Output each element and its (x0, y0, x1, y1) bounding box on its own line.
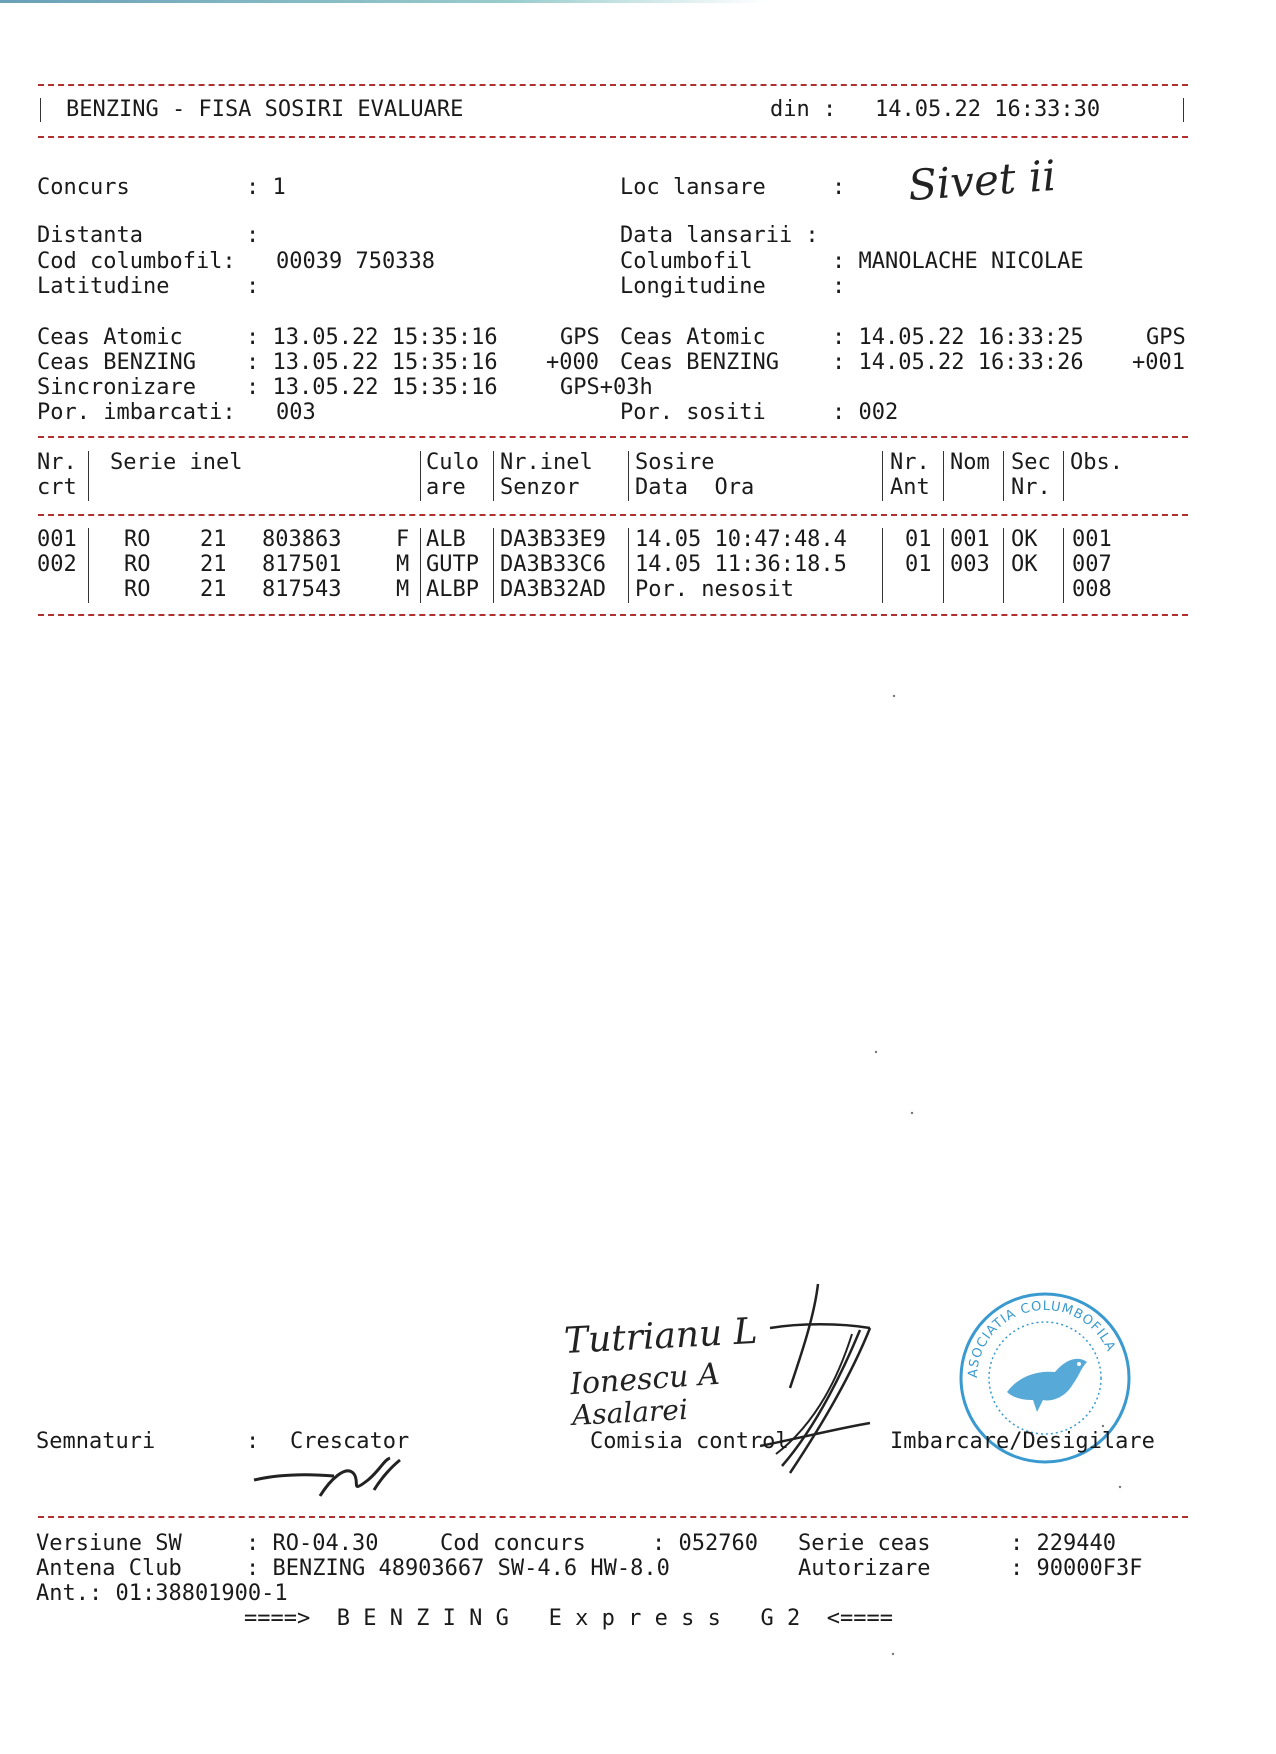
row-an: 21 (200, 552, 227, 577)
row-inel: 817501 (262, 552, 342, 577)
latitudine-colon: : (246, 274, 260, 299)
clock-left-suffix-2: GPS+03h (560, 375, 653, 400)
th-culo-2: are (426, 475, 466, 500)
concurs-label: Concurs (37, 175, 130, 200)
row-an: 21 (200, 527, 227, 552)
data-lansarii-label: Data lansarii : (620, 223, 819, 248)
row-inel: 817543 (262, 577, 342, 602)
clock-right-value-0: : 14.05.22 16:33:25 (832, 325, 1084, 350)
distanta-colon: : (246, 223, 260, 248)
clock-right-value-1: : 14.05.22 16:33:26 (832, 350, 1084, 375)
th-nrinel-2: Senzor (500, 475, 580, 500)
th-nrant-2: Ant (890, 475, 930, 500)
imbarcare-label: Imbarcare/Desigilare (890, 1429, 1155, 1454)
divider-footer (38, 1516, 1188, 1518)
cod-concurs-value: : 052760 (652, 1531, 758, 1556)
crescator-signature (250, 1450, 420, 1506)
clock-left-suffix-0: GPS (560, 325, 600, 350)
stamp-text: ASOCIATIA COLUMBOFILA (965, 1298, 1119, 1379)
cod-concurs-label: Cod concurs (440, 1531, 586, 1556)
th-sosire-2: Data Ora (635, 475, 755, 500)
th-culo-1: Culo (426, 450, 479, 475)
row-nom: 001 (950, 527, 990, 552)
row-nr: 001 (37, 527, 77, 552)
th-sec-2: Nr. (1011, 475, 1051, 500)
row-obs: 001 (1072, 527, 1112, 552)
row-obs: 007 (1072, 552, 1112, 577)
row-tara: RO (124, 527, 151, 552)
semnaturi-label: Semnaturi (36, 1429, 156, 1454)
row-obs: 008 (1072, 577, 1112, 602)
longitudine-colon: : (832, 274, 846, 299)
crescator-label: Crescator (290, 1429, 410, 1454)
versiune-value: : RO-04.30 (246, 1531, 379, 1556)
autorizare-label: Autorizare (798, 1556, 931, 1581)
clock-left-label-0: Ceas Atomic (37, 325, 183, 350)
row-tara: RO (124, 552, 151, 577)
antena-label: Antena Club (36, 1556, 182, 1581)
columbofil-label: Columbofil (620, 249, 753, 274)
clock-left-value-2: : 13.05.22 15:35:16 (246, 375, 498, 400)
serie-ceas-value: : 229440 (1010, 1531, 1116, 1556)
semnaturi-colon: : (246, 1429, 260, 1454)
row-sosire: 14.05 11:36:18.5 (635, 552, 847, 577)
row-sec: OK (1011, 527, 1038, 552)
loc-lansare-colon: : (832, 175, 846, 200)
versiune-label: Versiune SW (36, 1531, 182, 1556)
th-nr-2: crt (37, 475, 77, 500)
signature-name-1: Tutrianu L (563, 1310, 759, 1363)
loc-lansare-label: Loc lansare (620, 175, 766, 200)
row-culoare: ALBP (426, 577, 479, 602)
row-culoare: ALB (426, 527, 466, 552)
por-imbarcati-value: 003 (276, 400, 316, 425)
concurs-value: : 1 (246, 175, 286, 200)
row-senzor: DA3B32AD (500, 577, 606, 602)
row-sex: F (396, 527, 410, 552)
clock-right-suffix-0: GPS (1146, 325, 1186, 350)
loc-lansare-handwritten: Sivet ii (906, 150, 1058, 211)
antena-value: : BENZING 48903667 SW-4.6 HW-8.0 (246, 1556, 670, 1581)
row-senzor: DA3B33E9 (500, 527, 606, 552)
row-sosire: 14.05 10:47:48.4 (635, 527, 847, 552)
th-serie: Serie inel (110, 450, 243, 475)
row-an: 21 (200, 577, 227, 602)
por-imbarcati-label: Por. imbarcati: (37, 400, 236, 425)
row-culoare: GUTP (426, 552, 479, 577)
din-label: din : (770, 97, 837, 122)
row-nom: 003 (950, 552, 990, 577)
row-senzor: DA3B33C6 (500, 552, 606, 577)
clock-right-suffix-1: +001 (1132, 350, 1185, 375)
columbofil-value: : MANOLACHE NICOLAE (832, 249, 1084, 274)
report-title: BENZING - FISA SOSIRI EVALUARE (66, 97, 464, 122)
row-sec: OK (1011, 552, 1038, 577)
latitudine-label: Latitudine (37, 274, 170, 299)
row-tara: RO (124, 577, 151, 602)
row-ant: 01 (905, 552, 932, 577)
comisia-label: Comisia control (590, 1429, 789, 1454)
row-inel: 803863 (262, 527, 342, 552)
por-sositi-value: : 002 (832, 400, 899, 425)
row-nr: 002 (37, 552, 77, 577)
th-obs: Obs. (1070, 450, 1123, 475)
clock-left-value-0: : 13.05.22 15:35:16 (246, 325, 498, 350)
longitudine-label: Longitudine (620, 274, 766, 299)
th-nrinel-1: Nr.inel (500, 450, 593, 475)
row-ant: 01 (905, 527, 932, 552)
row-sex: M (396, 577, 410, 602)
clock-right-label-1: Ceas BENZING (620, 350, 779, 375)
th-sec-1: Sec (1011, 450, 1051, 475)
signature-name-3: Asalarei (571, 1392, 689, 1433)
row-sex: M (396, 552, 410, 577)
th-nrant-1: Nr. (890, 450, 930, 475)
clock-left-label-1: Ceas BENZING (37, 350, 196, 375)
report-datetime: 14.05.22 16:33:30 (875, 97, 1101, 122)
ant-value: Ant.: 01:38801900-1 (36, 1581, 288, 1606)
cod-columbofil-label: Cod columbofil: (37, 249, 236, 274)
th-nr-1: Nr. (37, 450, 77, 475)
th-nom: Nom (950, 450, 990, 475)
signature-name-2: Ionescu A (568, 1356, 721, 1403)
clock-right-label-0: Ceas Atomic (620, 325, 766, 350)
autorizare-value: : 90000F3F (1010, 1556, 1143, 1581)
clock-left-label-2: Sincronizare (37, 375, 196, 400)
por-sositi-label: Por. sositi (620, 400, 766, 425)
th-sosire-1: Sosire (635, 450, 715, 475)
benzing-banner: ====> B E N Z I N G E x p r e s s G 2 <==== (244, 1606, 894, 1631)
cod-columbofil-value: 00039 750338 (276, 249, 435, 274)
distanta-label: Distanta (37, 223, 143, 248)
serie-ceas-label: Serie ceas (798, 1531, 931, 1556)
clock-left-value-1: : 13.05.22 15:35:16 (246, 350, 498, 375)
clock-left-suffix-1: +000 (546, 350, 599, 375)
row-sosire: Por. nesosit (635, 577, 794, 602)
